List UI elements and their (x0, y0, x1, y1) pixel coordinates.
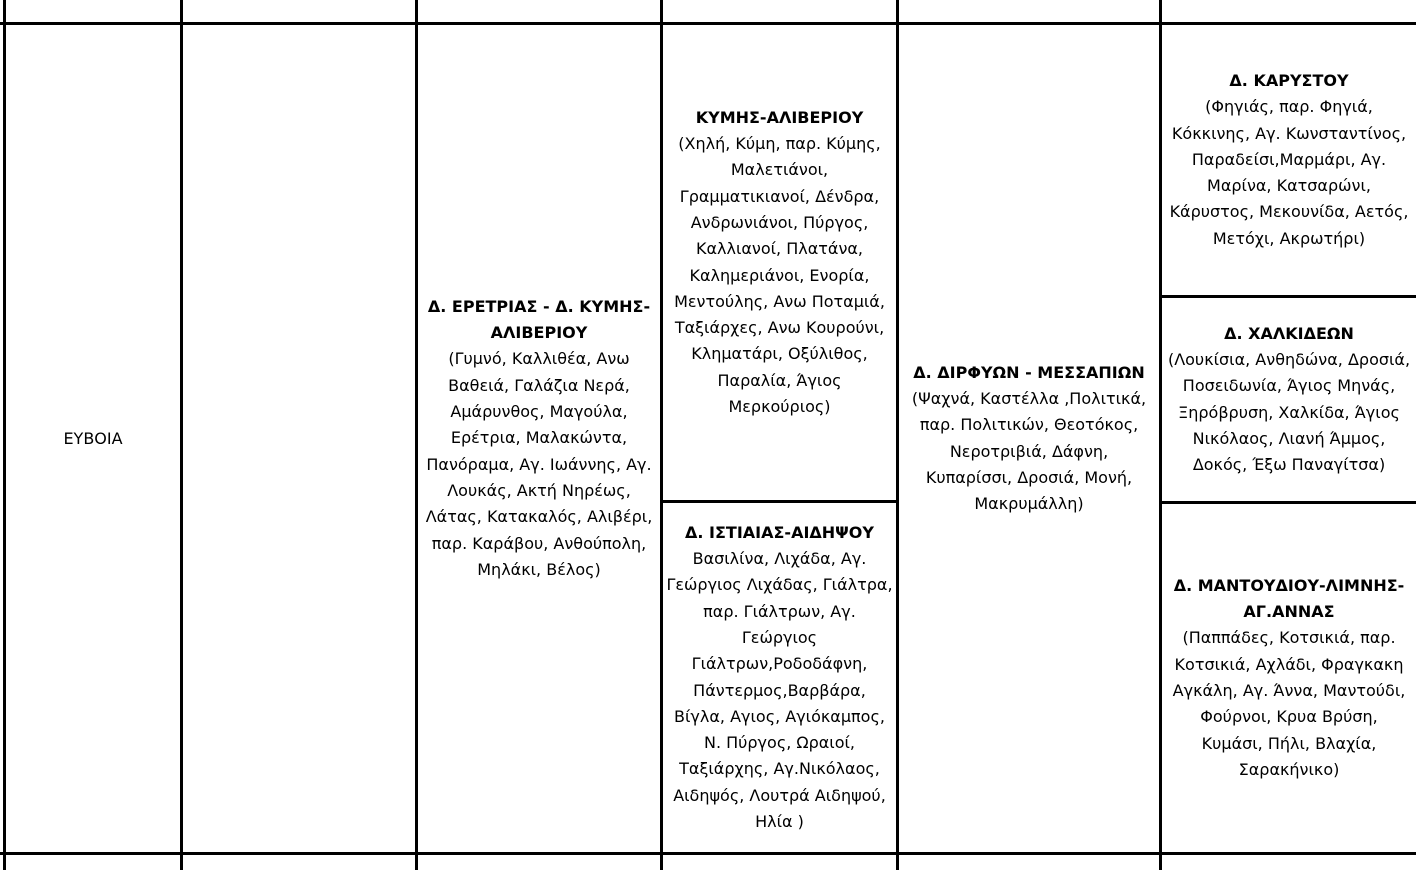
municipality-areas: (Ψαχνά, Καστέλλα ,Πολιτικά, παρ. Πολιτικών, Θεοτόκος, Νεροτριβιά, Δάφνη, Κυπαρίσσι, Δροσιά, Μονή, Μακρυμάλλη) (911, 388, 1147, 514)
municipality-areas: (Χηλή, Κύμη, παρ. Κύμης, Μαλετιάνοι, Γραμματικιανοί, Δένδρα, Ανδρωνιάνοι, Πύργος, Καλλιανοί, Πλατάνα, Καλημεριάνοι, Ενορία, Μεντούλης, Ανω Ποταμιά, Ταξιάρχες, Ανω Κουρούνι, Κληματάρι, Οξύλιθος, Παραλία, Άγιος Μερκούριος) (674, 134, 885, 416)
table-bottom-border (0, 852, 1416, 855)
municipality-title: ΚΥΜΗΣ-ΑΛΙΒΕΡΙΟΥ (695, 107, 864, 127)
empty-cell (183, 25, 415, 852)
municipality-areas: (Παππάδες, Κοτσικιά, παρ. Κοτσικιά, Αχλάδι, Φραγκακη Αγκάλη, Αγ. Άννα, Μαντούδι, Φούρνοι, Κρυα Βρύση, Κυμάσι, Πήλι, Βλαχία, Σαρακήνικο) (1172, 628, 1406, 779)
municipality-title: Δ. ΧΑΛΚΙΔΕΩΝ (1224, 323, 1354, 343)
municipality-title: Δ. ΚΑΡΥΣΤΟΥ (1229, 70, 1349, 90)
municipality-areas: (Φηγιάς, παρ. Φηγιά, Κόκκινης, Αγ. Κωνσταντίνος, Παραδείσι,Μαρμάρι, Αγ. Μαρίνα, Κατσαρώνι, Κάρυστος, Μεκουνίδα, Αετός, Μετόχι, Ακρωτήρι) (1169, 97, 1409, 248)
region-name: ΕΥΒΟΙΑ (63, 429, 123, 448)
municipality-areas: Βασιλίνα, Λιχάδα, Αγ. Γεώργιος Λιχάδας, Γιάλτρα, παρ. Γιάλτρων, Αγ. Γεώργιος Γιάλτρων,Ροδοδάφνη, Πάντερμος,Βαρβάρα, Βίγλα, Αγιος, Αγιόκαμπος, Ν. Πύργος, Ωραιοί, Ταξιάρχης, Αγ.Νικόλαος, Αιδηψός, Λουτρά Αιδηψού, Ηλία ) (666, 549, 893, 831)
municipality-title: Δ. ΔΙΡΦΥΩΝ - ΜΕΣΣΑΠΙΩΝ (913, 362, 1145, 382)
municipality-cell-karystos (1162, 25, 1416, 295)
municipality-cell-istiaia (663, 503, 896, 852)
municipality-title: Δ. ΙΣΤΙΑΙΑΣ-ΑΙΔΗΨΟΥ (685, 522, 874, 542)
municipality-cell-mantoudi (1162, 504, 1416, 852)
municipality-cell-dirfyon (899, 25, 1159, 852)
municipality-areas: (Γυμνό, Καλλιθέα, Ανω Βαθειά, Γαλάζια Νερά, Αμάρυνθος, Μαγούλα, Ερέτρια, Μαλακώντα, Πανόραμα, Αγ. Ιωάννης, Αγ. Λουκάς, Ακτή Νηρέως, Λάτας, Κατακαλός, Αλιβέρι, παρ. Καράβου, Ανθούπολη, Μηλάκι, Βέλος) (425, 349, 653, 579)
municipality-title: Δ. ΕΡΕΤΡΙΑΣ - Δ. ΚΥΜΗΣ- ΑΛΙΒΕΡΙΟΥ (427, 296, 651, 343)
municipality-title: Δ. ΜΑΝΤΟΥΔΙΟΥ-ΛΙΜΝΗΣ- ΑΓ.ΑΝΝΑΣ (1173, 575, 1405, 622)
region-cell (6, 25, 180, 852)
municipality-areas: (Λουκίσια, Ανθηδώνα, Δροσιά, Ποσειδωνία, Άγιος Μηνάς, Ξηρόβρυση, Χαλκίδα, Άγιος Νικόλαος, Λιανή Άμμος, Δοκός, Έξω Παναγίτσα) (1167, 349, 1411, 475)
municipality-cell-kymi (663, 25, 896, 500)
municipality-cell-eretria (418, 25, 660, 852)
municipality-cell-chalkida (1162, 298, 1416, 501)
